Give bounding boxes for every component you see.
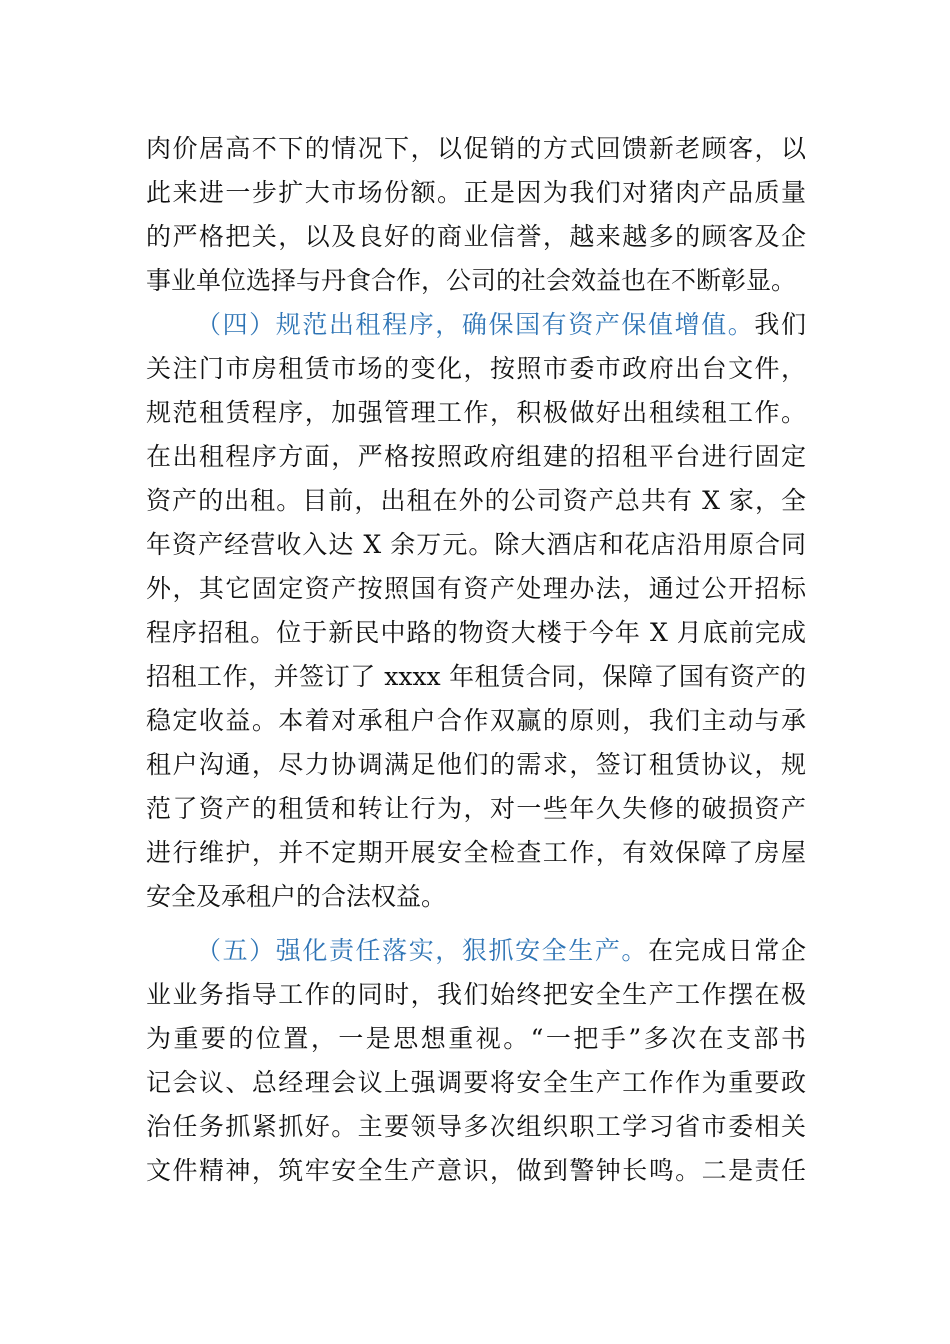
- text-line: 记会议、总经理会议上强调要将安全生产工作作为重要政: [146, 1068, 806, 1097]
- section-5-first-line-rest: 在完成日常企: [648, 936, 806, 965]
- text-line: 招租工作，并签订了 xxxx 年租赁合同，保障了国有资产的: [146, 662, 806, 691]
- text-line: 范了资产的租赁和转让行为，对一些年久失修的破损资产: [146, 794, 806, 823]
- section-5-first-line: [196, 929, 806, 973]
- text-line: 进行维护，并不定期开展安全检查工作，有效保障了房屋: [146, 838, 806, 867]
- text-line: 关注门市房租赁市场的变化，按照市委市政府出台文件，: [146, 354, 806, 383]
- text-line: 安全及承租户的合法权益。: [146, 882, 447, 911]
- text-line: 外，其它固定资产按照国有资产处理办法，通过公开招标: [146, 574, 806, 603]
- text-line: 规范租赁程序，加强管理工作，积极做好出租续租工作。: [146, 398, 806, 427]
- text-line: 业业务指导工作的同时，我们始终把安全生产工作摆在极: [146, 980, 806, 1009]
- section-4-heading: （四）规范出租程序，确保国有资产保值增值。: [196, 310, 755, 339]
- text-line: 稳定收益。本着对承租户合作双赢的原则，我们主动与承: [146, 706, 806, 735]
- text-line: 肉价居高不下的情况下，以促销的方式回馈新老顾客，以: [146, 134, 806, 163]
- section-5-heading: （五）强化责任落实，狠抓安全生产。: [196, 936, 649, 965]
- text-line: 事业单位选择与丹食合作，公司的社会效益也在不断彰显。: [146, 266, 797, 295]
- text-line: 此来进一步扩大市场份额。正是因为我们对猪肉产品质量: [146, 178, 806, 207]
- text-line: 在出租程序方面，严格按照政府组建的招租平台进行固定: [146, 442, 806, 471]
- section-4-first-line-rest: 我们: [754, 310, 806, 339]
- text-line: 年资产经营收入达 X 余万元。除大酒店和花店沿用原合同: [146, 530, 806, 559]
- text-line: 的严格把关，以及良好的商业信誉，越来越多的顾客及企: [146, 222, 806, 251]
- text-line: 资产的出租。目前，出租在外的公司资产总共有 X 家，全: [146, 486, 806, 515]
- text-line: 租户沟通，尽力协调满足他们的需求，签订租赁协议，规: [146, 750, 806, 779]
- section-4-first-line: [196, 303, 806, 347]
- text-line: 程序招租。位于新民中路的物资大楼于今年 X 月底前完成: [146, 618, 806, 647]
- text-line: 为重要的位置，一是思想重视。“一把手”多次在支部书: [146, 1024, 806, 1053]
- text-line: 治任务抓紧抓好。主要领导多次组织职工学习省市委相关: [146, 1112, 806, 1141]
- text-line: 文件精神，筑牢安全生产意识，做到警钟长鸣。二是责任: [146, 1156, 806, 1185]
